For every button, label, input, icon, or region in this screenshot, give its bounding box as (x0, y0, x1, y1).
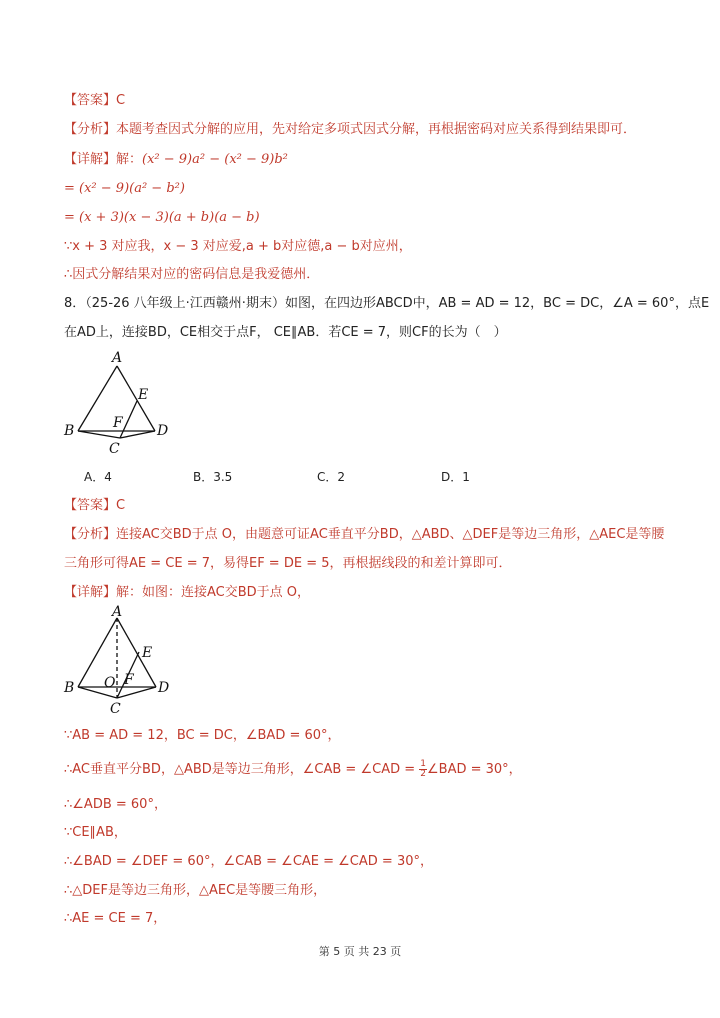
q8-detail: 【详解】解：如图：连接AC交BD于点 O， (64, 585, 311, 600)
q8-figure (60, 350, 180, 462)
q8-stem-line2: 在AD上，连接BD，CE相交于点F， CE∥AB．若CE = 7，则CF的长为（ ） (64, 325, 507, 340)
q8-solution-figure (60, 604, 185, 716)
edge-dc (117, 687, 156, 698)
q8-step3: ∴∠ADB = 60°， (64, 797, 167, 812)
edge-bc (78, 431, 120, 438)
label-e: E (142, 645, 153, 661)
q8-step1: ∵AB = AD = 12，BC = DC，∠BAD = 60°， (64, 728, 341, 743)
q7-detail (64, 151, 288, 169)
q8-step5: ∴∠BAD = ∠DEF = 60°，∠CAB = ∠CAE = ∠CAD = 30°， (64, 854, 433, 869)
q8-step2-part2: ∠BAD = 30°， (427, 762, 522, 777)
q7-analysis: 【分析】本题考查因式分解的应用，先对给定多项式因式分解，再根据密码对应关系得到结果即可． (64, 122, 637, 137)
fraction-numerator: 1 (420, 759, 426, 769)
half-fraction (419, 760, 427, 779)
q8-step2-part1: ∴AC垂直平分BD，△ABD是等边三角形，∠CAB = ∠CAD = (64, 762, 420, 777)
edge-ab (78, 366, 117, 431)
q8-step7: ∴AE = CE = 7， (64, 911, 167, 926)
label-a: A (112, 604, 123, 620)
option-a: A．4 (84, 470, 112, 484)
q8-step4: ∵CE∥AB， (64, 825, 127, 840)
label-d: D (157, 423, 169, 439)
q7-step3: ∵x + 3 对应我，x − 3 对应爱,a + b对应德,a − b对应州， (64, 239, 412, 254)
label-a: A (112, 350, 123, 366)
label-b: B (64, 423, 75, 439)
fraction-denominator: 2 (420, 769, 426, 779)
label-o: O (104, 675, 116, 691)
edge-dc (120, 431, 155, 438)
page-footer: 第 5 页 共 23 页 (318, 945, 402, 958)
q8-step6: ∴△DEF是等边三角形，△AEC是等腰三角形， (64, 883, 327, 898)
option-d: D．1 (441, 470, 470, 484)
label-f: F (113, 415, 123, 431)
q8-step2 (64, 760, 522, 779)
option-b: B．3.5 (193, 470, 233, 484)
label-e: E (138, 387, 149, 403)
q7-detail-label: 【详解】解： (64, 152, 143, 167)
label-f: F (124, 672, 134, 688)
q7-answer: 【答案】C (64, 93, 126, 108)
q8-answer: 【答案】C (64, 498, 126, 513)
label-c: C (109, 441, 120, 457)
q7-step4: ∴因式分解结果对应的密码信息是我爱德州． (64, 267, 320, 282)
q7-step1: = (x² − 9)(a² − b²) (64, 181, 185, 196)
option-c: C．2 (317, 470, 346, 484)
q7-step2: = (x + 3)(x − 3)(a + b)(a − b) (64, 210, 260, 225)
q8-stem-line1: 8．（25-26 八年级上·江西赣州·期末）如图，在四边形ABCD中，AB = AD = 12，BC = DC，∠A = 60°，点E (64, 296, 710, 311)
q8-analysis-line2: 三角形可得AE = CE = 7，易得EF = DE = 5，再根据线段的和差计算即可． (64, 556, 512, 571)
label-c: C (110, 701, 121, 716)
q7-detail-expr: (x² − 9)a² − (x² − 9)b² (142, 152, 288, 167)
label-b: B (64, 680, 75, 696)
q8-analysis-line1: 【分析】连接AC交BD于点 O，由题意可证AC垂直平分BD，△ABD、△DEF是等边三角形，△AEC是等腰 (64, 527, 665, 542)
label-d: D (158, 680, 170, 696)
